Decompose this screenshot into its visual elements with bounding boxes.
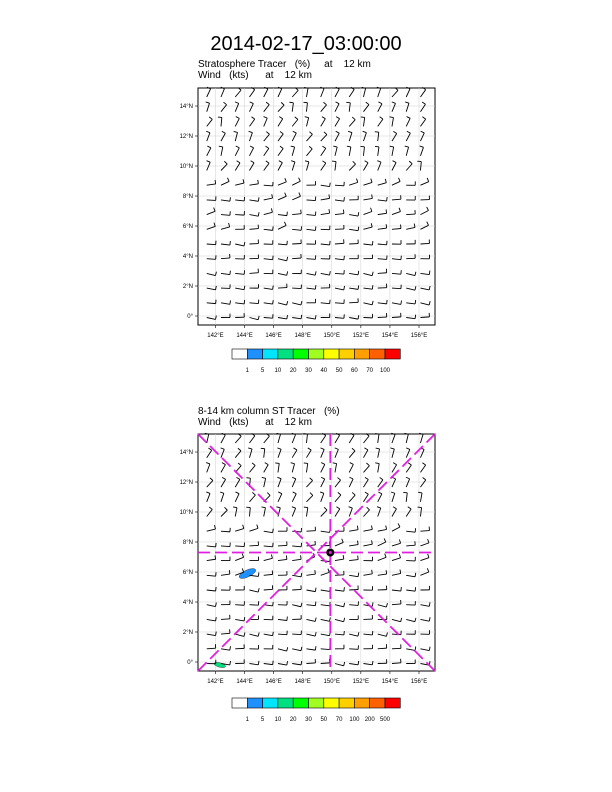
colorbar-swatch xyxy=(278,349,293,359)
x-tick-label: 154°E xyxy=(381,679,399,685)
x-tick-label: 142°E xyxy=(207,333,224,339)
y-tick-label: 10°N xyxy=(179,164,193,170)
y-tick-label: 14°N xyxy=(179,450,193,456)
wind-barb xyxy=(420,531,429,532)
colorbar-swatch xyxy=(247,349,262,359)
wind-barb xyxy=(306,259,315,260)
colorbar-label: 1 xyxy=(245,717,249,723)
colorbar-label: 5 xyxy=(260,717,265,723)
wind-barb-flag xyxy=(415,315,416,319)
wind-barb xyxy=(420,243,429,244)
wind-barb-flag xyxy=(358,541,359,545)
colorbar-label: 70 xyxy=(366,368,374,374)
wind-barb xyxy=(306,663,315,664)
y-tick-label: 6°N xyxy=(182,224,193,230)
wind-barb-flag xyxy=(258,197,259,201)
wind-barb xyxy=(207,200,216,201)
wind-barb-flag xyxy=(275,463,279,464)
x-tick-label: 144°E xyxy=(236,333,253,339)
map-panel-top xyxy=(180,87,435,339)
wind-barb-flag xyxy=(358,227,359,231)
colorbar-label: 1 xyxy=(245,368,249,374)
wind-barb-flag xyxy=(429,271,430,275)
wind-barb-flag xyxy=(386,224,387,228)
wind-barb-flag xyxy=(215,555,216,559)
y-tick-label: 12°N xyxy=(179,480,193,486)
wind-barb-flag xyxy=(358,573,359,577)
wind-barb xyxy=(392,288,401,289)
colorbar-swatch xyxy=(370,698,385,708)
colorbar-label: 50 xyxy=(320,717,328,723)
colorbar-label: 100 xyxy=(379,368,391,374)
colorbar-label: 30 xyxy=(305,717,312,723)
colorbar-swatch xyxy=(232,349,247,359)
wind-barb-flag xyxy=(301,315,302,319)
wind-barb-flag xyxy=(301,661,302,665)
colorbar-swatch xyxy=(370,349,385,359)
wind-barb xyxy=(207,259,216,260)
x-tick-label: 150°E xyxy=(323,679,340,685)
wind-barb-flag xyxy=(330,183,331,187)
colorbar-swatch xyxy=(354,349,369,359)
x-tick-label: 146°E xyxy=(265,679,282,685)
colorbar-swatch xyxy=(324,698,339,708)
wind-barb xyxy=(235,215,244,216)
colorbar-label: 70 xyxy=(335,717,343,723)
wind-barb-flag xyxy=(258,661,259,665)
colorbar-swatch xyxy=(309,349,324,359)
colorbar-label: 40 xyxy=(320,368,328,374)
colorbar-swatch xyxy=(263,698,278,708)
wind-barb xyxy=(349,649,358,650)
colorbar-swatch xyxy=(263,349,278,359)
wind-barb xyxy=(207,648,216,649)
wind-barb-flag xyxy=(304,463,308,464)
wind-barb-flag xyxy=(258,180,259,184)
wind-barb-flag xyxy=(289,102,293,103)
colorbar-swatch xyxy=(232,698,247,708)
colorbar-swatch xyxy=(339,349,354,359)
x-tick-label: 142°E xyxy=(207,679,224,685)
wind-barb-flag xyxy=(415,573,416,577)
x-tick-label: 156°E xyxy=(410,333,428,339)
colorbar-label: 500 xyxy=(379,717,391,723)
y-tick-label: 8°N xyxy=(182,540,193,546)
wind-barb xyxy=(335,303,344,304)
map-panel-bottom xyxy=(180,433,435,685)
wind-barb-flag xyxy=(329,209,330,213)
colorbar-label: 100 xyxy=(349,717,360,723)
wind-barb-flag xyxy=(315,226,316,230)
x-tick-label: 152°E xyxy=(352,333,370,339)
wind-barb-flag xyxy=(358,285,359,289)
colorbar-bottom xyxy=(232,698,400,723)
wind-barb-flag xyxy=(230,197,231,201)
wind-barb xyxy=(392,634,401,635)
y-tick-label: 2°N xyxy=(182,284,193,290)
y-tick-label: 10°N xyxy=(179,510,193,516)
y-tick-label: 6°N xyxy=(182,570,193,576)
wind-barb-flag xyxy=(273,602,274,606)
top-panel-title: Stratosphere Tracer (%) at 12 km xyxy=(198,59,371,70)
wind-barb xyxy=(249,605,258,606)
wind-barb-flag xyxy=(230,661,231,665)
bottom-panel-title: 8-14 km column ST Tracer (%) xyxy=(198,406,340,417)
storm-center-dot xyxy=(329,551,332,554)
wind-barb-flag xyxy=(216,632,217,636)
colorbar-label: 10 xyxy=(274,717,282,723)
colorbar-swatch xyxy=(339,698,354,708)
colorbar-label: 200 xyxy=(364,717,375,723)
colorbar-swatch xyxy=(293,349,308,359)
wind-barb xyxy=(406,214,415,215)
wind-barb-flag xyxy=(229,570,230,574)
wind-barb-flag xyxy=(387,197,388,201)
wind-barb-flag xyxy=(386,209,387,213)
x-tick-label: 146°E xyxy=(265,333,282,339)
wind-barb xyxy=(278,634,287,635)
y-tick-label: 4°N xyxy=(182,254,193,260)
wind-barb xyxy=(292,589,301,590)
wind-barb-flag xyxy=(375,146,379,147)
wind-barb-flag xyxy=(286,555,287,559)
colorbar-swatch xyxy=(385,349,400,359)
wind-barb-flag xyxy=(415,300,416,304)
wind-barb-flag xyxy=(230,271,231,275)
wind-barb-flag xyxy=(386,570,387,574)
x-tick-label: 152°E xyxy=(352,679,370,685)
colorbar-swatch xyxy=(354,698,369,708)
colorbar-label: 5 xyxy=(260,368,265,374)
colorbar-swatch xyxy=(293,698,308,708)
wind-barb-flag xyxy=(358,661,359,665)
wind-barb-flag xyxy=(315,646,316,650)
colorbar-label: 20 xyxy=(289,368,297,374)
y-tick-label: 8°N xyxy=(182,194,193,200)
x-tick-label: 144°E xyxy=(236,679,253,685)
y-tick-label: 14°N xyxy=(179,104,193,110)
colorbar-swatch xyxy=(309,698,324,708)
bottom-panel-subtitle: Wind (kts) at 12 km xyxy=(198,417,312,428)
wind-barb xyxy=(221,619,230,620)
colorbar-swatch xyxy=(385,698,400,708)
colorbar-label: 50 xyxy=(335,368,343,374)
page-title: 2014-02-17_03:00:00 xyxy=(210,33,402,55)
wind-barb-flag xyxy=(315,570,316,574)
y-tick-label: 0° xyxy=(187,660,193,666)
wind-barb-flag xyxy=(215,180,216,184)
y-tick-label: 0° xyxy=(187,314,193,320)
wind-barb-flag xyxy=(415,587,416,591)
x-tick-label: 150°E xyxy=(323,333,340,339)
x-tick-label: 148°E xyxy=(294,333,311,339)
y-tick-label: 2°N xyxy=(182,630,193,636)
map-frame xyxy=(198,88,435,325)
wind-barb-flag xyxy=(358,271,359,275)
colorbar-swatch xyxy=(324,349,339,359)
y-tick-label: 4°N xyxy=(182,600,193,606)
colorbar-label: 20 xyxy=(289,717,297,723)
wind-barb-flag xyxy=(258,572,259,576)
top-panel-subtitle: Wind (kts) at 12 km xyxy=(198,70,312,81)
y-tick-label: 12°N xyxy=(179,134,193,140)
wind-barb-flag xyxy=(372,661,373,665)
wind-barb-flag xyxy=(230,646,231,650)
colorbar-label: 30 xyxy=(305,368,312,374)
wind-barb xyxy=(392,317,401,318)
wind-barb-flag xyxy=(273,300,274,304)
wind-barb-flag xyxy=(344,587,345,591)
wind-barb-flag xyxy=(273,286,274,290)
colorbar-label: 10 xyxy=(274,368,282,374)
wind-barb xyxy=(321,663,330,664)
wind-barb-flag xyxy=(361,117,365,118)
wind-barb-flag xyxy=(273,661,274,665)
colorbar-label: 60 xyxy=(351,368,358,374)
wind-barb xyxy=(235,605,244,606)
x-tick-label: 154°E xyxy=(381,333,399,339)
x-tick-label: 156°E xyxy=(410,679,428,685)
colorbar-swatch xyxy=(247,698,262,708)
wind-barb-flag xyxy=(304,507,308,508)
wind-barb-flag xyxy=(344,197,345,201)
wind-barb xyxy=(335,185,344,186)
wind-barb-flag xyxy=(375,434,379,435)
colorbar-top xyxy=(232,349,400,374)
wind-barb xyxy=(420,317,429,318)
colorbar-swatch xyxy=(278,698,293,708)
x-tick-label: 148°E xyxy=(294,679,311,685)
wind-barb-flag xyxy=(301,555,302,559)
